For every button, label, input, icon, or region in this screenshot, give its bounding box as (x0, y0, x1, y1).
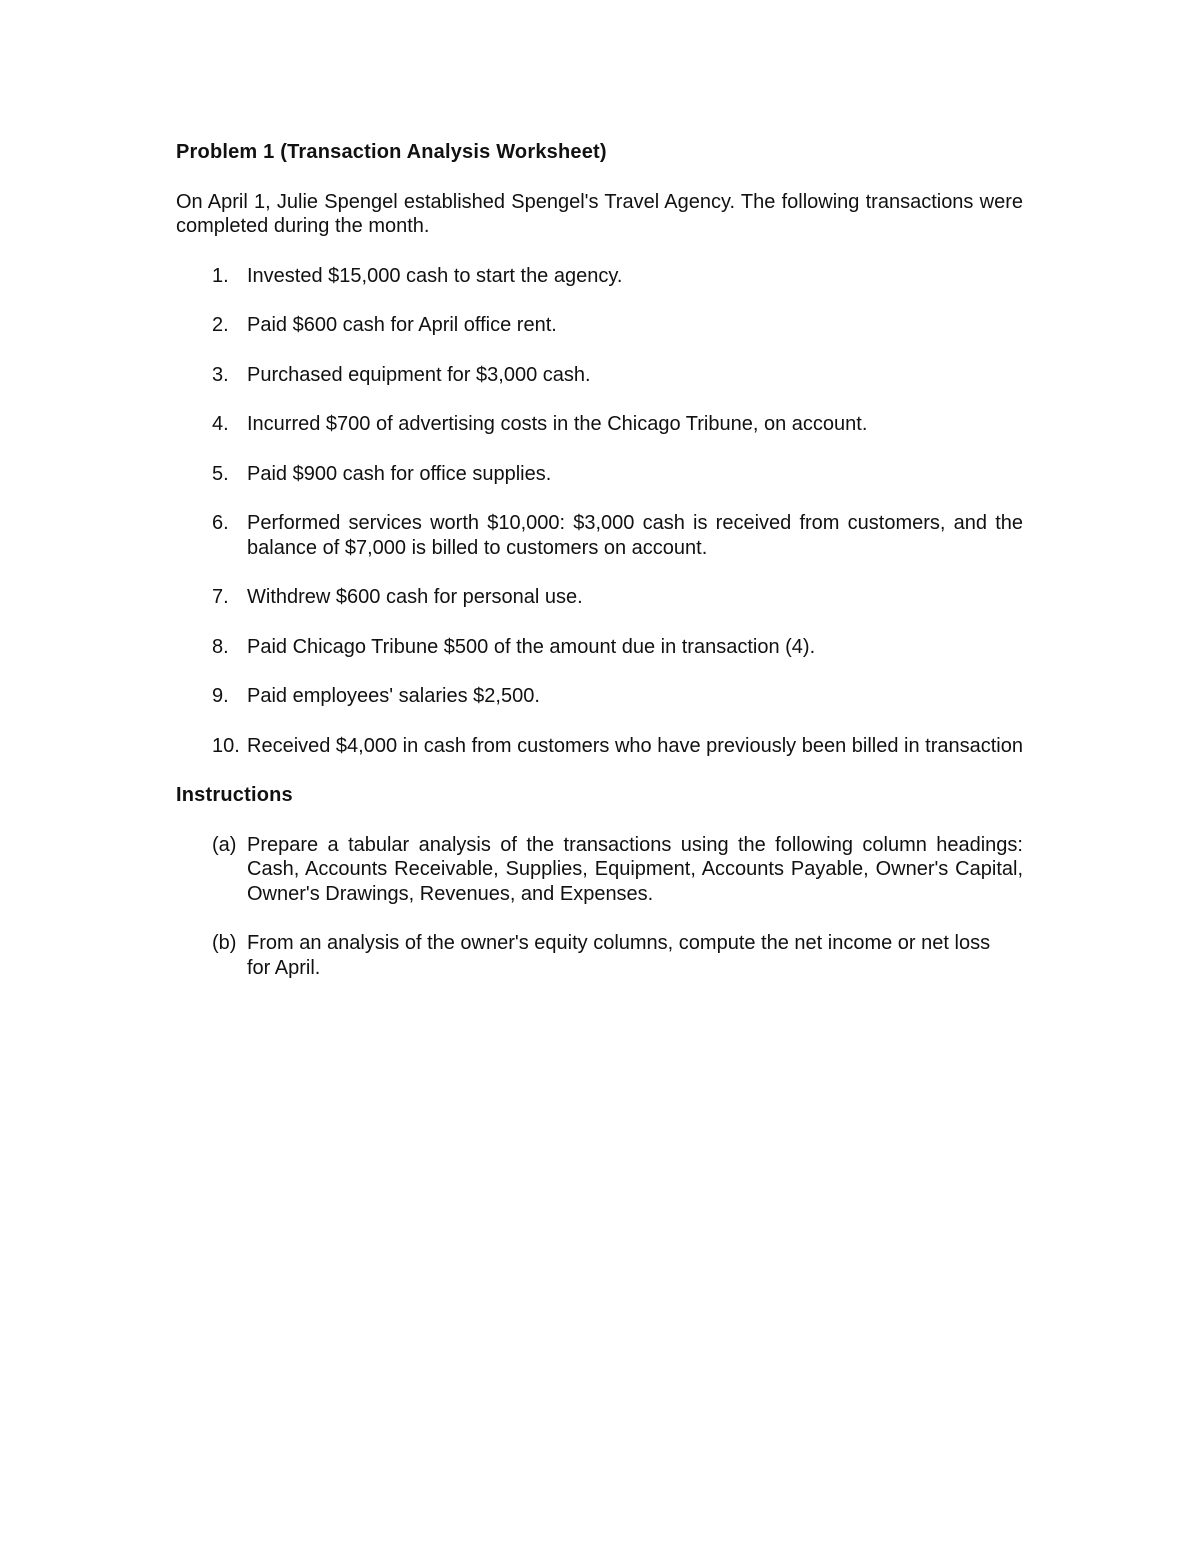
item-number: 4. (212, 413, 229, 435)
item-text: Performed services worth $10,000: $3,000 cash is received from customers, and the balance of $7,000 is billed to customers on account. (247, 512, 1023, 559)
instruction-item (176, 833, 1023, 907)
item-number: 9. (212, 685, 229, 707)
item-text: Incurred $700 of advertising costs in the Chicago Tribune, on account. (247, 413, 868, 435)
item-number: 6. (212, 512, 229, 534)
instructions-heading: Instructions (176, 784, 293, 806)
instruction-label: (b) (212, 932, 237, 954)
document-page (176, 140, 1023, 1005)
transaction-item (176, 635, 1023, 660)
transaction-item (176, 511, 1023, 560)
transaction-item (176, 412, 1023, 437)
item-number: 8. (212, 635, 229, 658)
item-text: Withdrew $600 cash for personal use. (247, 586, 583, 608)
transaction-item (176, 585, 1023, 610)
instruction-text: From an analysis of the owner's equity columns, compute the net income or net loss for April. (247, 932, 991, 979)
intro-paragraph: On April 1, Julie Spengel established Spengel's Travel Agency. The following transactions were completed during the month. (176, 190, 1023, 237)
instruction-label: (a) (212, 833, 237, 856)
item-number: 5. (212, 462, 229, 485)
transaction-item (176, 313, 1023, 338)
item-text: Paid $900 cash for office supplies. (247, 462, 552, 485)
problem-title: Problem 1 (Transaction Analysis Worksheet) (176, 141, 607, 163)
transaction-item (176, 363, 1023, 388)
instruction-item (176, 931, 1023, 980)
item-text: Purchased equipment for $3,000 cash. (247, 363, 591, 386)
item-text: Invested $15,000 cash to start the agency. (247, 264, 623, 287)
item-number: 2. (212, 314, 229, 336)
transaction-item (176, 734, 1023, 759)
transaction-item (176, 684, 1023, 709)
transaction-list (176, 264, 1023, 759)
item-text: Paid Chicago Tribune $500 of the amount due in transaction (4). (247, 635, 816, 658)
item-number: 10. (212, 734, 240, 757)
item-text: Paid $600 cash for April office rent. (247, 314, 557, 336)
item-text: Received $4,000 in cash from customers who have previously been billed in transaction (247, 734, 1023, 757)
transaction-item (176, 264, 1023, 289)
item-number: 1. (212, 264, 229, 287)
instruction-text: Prepare a tabular analysis of the transactions using the following column headings: Cash, Accounts Receivable, Supplies, Equipment, Accounts Payable, Owner's Capital, Owner's Drawings, Revenues, and Expenses. (247, 833, 1023, 905)
transaction-item (176, 462, 1023, 487)
item-number: 3. (212, 363, 229, 386)
item-text: Paid employees' salaries $2,500. (247, 685, 540, 707)
item-number: 7. (212, 586, 229, 608)
